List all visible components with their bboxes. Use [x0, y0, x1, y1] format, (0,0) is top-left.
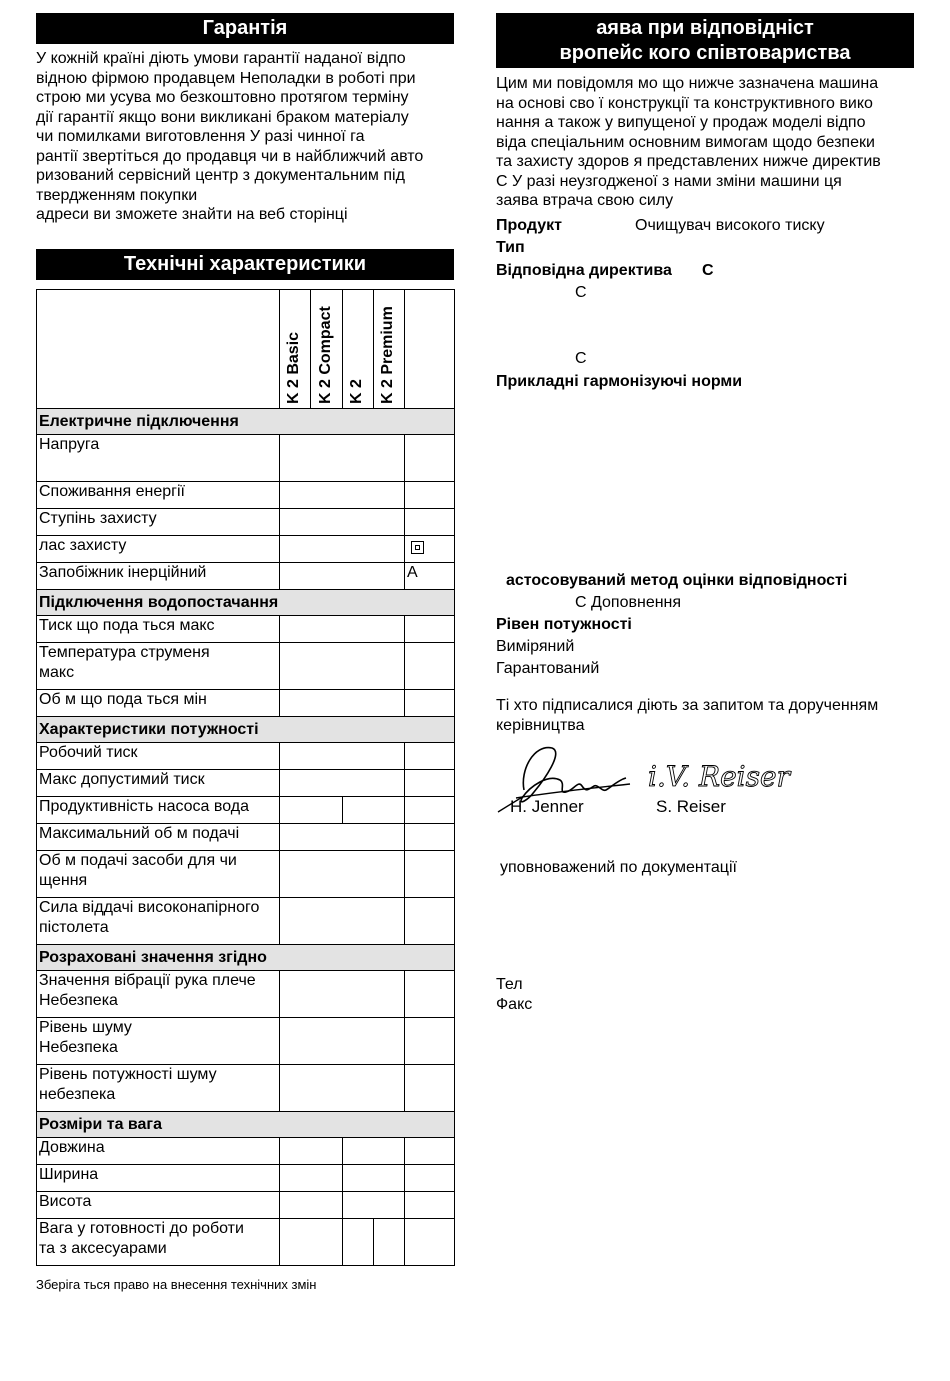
spec-unit — [405, 770, 455, 797]
spec-unit — [405, 509, 455, 536]
table-row — [37, 851, 455, 898]
spec-unit — [405, 797, 455, 824]
directive-line3: С — [575, 350, 587, 367]
power-label: Рівен потужності — [496, 616, 632, 633]
fax-label: Факс — [496, 996, 533, 1013]
spec-label: Сила віддачі високонапірного пістолета — [37, 898, 280, 945]
spec-label: лас захисту — [37, 536, 280, 563]
spec-value — [280, 1138, 343, 1165]
table-row — [37, 1219, 455, 1266]
spec-value — [280, 1192, 343, 1219]
spec-unit — [405, 482, 455, 509]
table-row — [37, 1018, 455, 1065]
specs-section-row — [37, 945, 455, 971]
declaration-heading-line1: аява при відповідніст — [596, 17, 814, 39]
spec-label: Рівень шуму Небезпека — [37, 1018, 280, 1065]
spec-label: Висота — [37, 1192, 280, 1219]
spec-value — [280, 824, 405, 851]
spec-unit — [405, 690, 455, 717]
signer2-name: S. Reiser — [656, 797, 726, 816]
spec-label: Продуктивність насоса вода — [37, 797, 280, 824]
specs-section-row — [37, 1112, 455, 1138]
signers-note: Ті хто підписалися діють за запитом та дорученням керівництва — [496, 697, 879, 734]
table-row — [37, 898, 455, 945]
spec-unit — [405, 971, 455, 1018]
spec-unit — [405, 1192, 455, 1219]
spec-value — [280, 851, 405, 898]
specs-section-title: Розміри та вага — [37, 1112, 455, 1138]
spec-label: Ширина — [37, 1165, 280, 1192]
spec-label: Ступінь захисту — [37, 509, 280, 536]
table-row — [37, 482, 455, 509]
table-row — [37, 1138, 455, 1165]
spec-label: Температура струменя макс — [37, 643, 280, 690]
spec-unit — [405, 1065, 455, 1112]
specs-section-row — [37, 590, 455, 616]
spec-label: Об м що пода ться мін — [37, 690, 280, 717]
table-row — [37, 743, 455, 770]
directive-label: Відповідна директива — [496, 262, 672, 279]
table-row — [37, 643, 455, 690]
column-header — [280, 290, 311, 409]
directive-value: С — [702, 262, 714, 279]
spec-label: Вага у готовності до роботи та з аксесуарами — [37, 1219, 280, 1266]
spec-value — [280, 643, 405, 690]
product-label: Продукт — [496, 217, 562, 234]
spec-label: Напруга — [37, 435, 280, 482]
spec-value — [280, 563, 405, 590]
table-row — [37, 797, 455, 824]
column-header — [343, 290, 374, 409]
spec-value — [280, 509, 405, 536]
spec-value — [280, 536, 405, 563]
directive-line2: С — [575, 284, 587, 301]
norms-label: Прикладні гармонізуючі норми — [496, 373, 743, 390]
specs-section-title: Характеристики потужності — [37, 717, 455, 743]
specs-section-row — [37, 409, 455, 435]
spec-unit — [405, 824, 455, 851]
spec-label: Значення вібрації рука плече Небезпека — [37, 971, 280, 1018]
column-header — [311, 290, 343, 409]
spec-value — [280, 770, 405, 797]
spec-unit — [405, 435, 455, 482]
spec-label: Рівень потужності шуму небезпека — [37, 1065, 280, 1112]
spec-unit — [405, 643, 455, 690]
spec-label: Тиск що пода ться макс — [37, 616, 280, 643]
specs-section-row — [37, 717, 455, 743]
spec-value — [280, 616, 405, 643]
spec-unit — [405, 1138, 455, 1165]
column-header-k2-compact: K 2 Compact — [316, 306, 334, 404]
spec-value — [280, 797, 343, 824]
spec-value — [343, 1192, 405, 1219]
spec-unit — [405, 743, 455, 770]
spec-label: Об м подачі засоби для чи щення — [37, 851, 280, 898]
table-row — [37, 509, 455, 536]
spec-value — [280, 898, 405, 945]
spec-value — [280, 482, 405, 509]
spec-label: Довжина — [37, 1138, 280, 1165]
class-II-icon — [411, 541, 424, 554]
table-row — [37, 616, 455, 643]
guaranteed-label: Гарантований — [496, 660, 600, 677]
spec-unit — [405, 1018, 455, 1065]
spec-label: Робочий тиск — [37, 743, 280, 770]
spec-unit — [405, 851, 455, 898]
spec-label: Запобіжник інерційний — [37, 563, 280, 590]
spec-value — [343, 1138, 405, 1165]
spec-value — [343, 1219, 374, 1266]
specs-header-blank — [37, 290, 280, 409]
spec-unit — [405, 898, 455, 945]
signature-reiser-text: i.V. Reiser — [648, 760, 790, 793]
spec-unit — [405, 536, 455, 563]
spec-unit — [405, 616, 455, 643]
spec-value — [280, 1219, 343, 1266]
specs-header-row — [37, 290, 455, 409]
spec-unit — [405, 1165, 455, 1192]
table-row — [37, 770, 455, 797]
warranty-heading: Гарантія — [36, 13, 454, 44]
spec-value — [280, 690, 405, 717]
specs-footnote: Зберіга ться право на внесення технічних змін — [36, 1277, 317, 1292]
table-row — [37, 536, 455, 563]
spec-unit — [405, 1219, 455, 1266]
signer1-name: H. Jenner — [510, 797, 584, 816]
spec-value — [280, 743, 405, 770]
specs-header-unit — [405, 290, 455, 409]
spec-value — [280, 1065, 405, 1112]
table-row — [37, 563, 455, 590]
spec-unit: A — [405, 563, 455, 590]
method-label: астосовуваний метод оцінки відповідності — [506, 572, 848, 589]
specs-heading: Технічні характеристики — [36, 249, 454, 280]
authorized-label: уповноважений по документації — [500, 859, 737, 876]
spec-value — [280, 1018, 405, 1065]
type-label: Тип — [496, 239, 525, 256]
declaration-heading — [496, 13, 914, 68]
measured-label: Виміряний — [496, 638, 575, 655]
column-header-k2: K 2 — [348, 379, 365, 404]
specs-table — [36, 289, 455, 1266]
column-header-k2-premium: K 2 Premium — [379, 306, 396, 404]
method-value: С Доповнення — [575, 594, 682, 611]
declaration-intro: Цим ми повідомля мо що нижче зазначена машина на основі сво ї конструкції та конструктивного вико нання а також у випущеної у продаж моделі відпо віда спеціальним основним вимогам щодо безпеки та захисту здоров я представлених нижче директив С У разі неузгодженої з нами зміни машини ця заява втрача свою силу — [496, 75, 881, 209]
spec-label: Споживання енергії — [37, 482, 280, 509]
table-row — [37, 1192, 455, 1219]
spec-value — [343, 797, 405, 824]
specs-section-title: Електричне підключення — [37, 409, 455, 435]
spec-value — [280, 971, 405, 1018]
table-row — [37, 435, 455, 482]
column-header-k2-basic: K 2 Basic — [285, 331, 302, 404]
spec-label: Макс допустимий тиск — [37, 770, 280, 797]
spec-value — [280, 435, 405, 482]
warranty-text: У кожній країні діють умови гарантії наданої відпо відною фірмою продавцем Неполадки в роботі при строю ми усува мо безкоштовно протягом терміну дії гарантії якщо вони викликані браком матеріалу чи помилками виготовлення У разі чинної га рантії звертіться до продавця чи в найближчий авто ризований сервісний центр з документальним під твердженням покупки адреси ви зможете знайти на веб сторінці — [36, 50, 424, 223]
spec-value — [343, 1165, 405, 1192]
declaration-heading-line2: вропейс кого співтовариства — [559, 42, 851, 64]
spec-value — [280, 1165, 343, 1192]
spec-label: Максимальний об м подачі — [37, 824, 280, 851]
table-row — [37, 1065, 455, 1112]
signature-reiser — [646, 752, 790, 798]
specs-section-title: Підключення водопостачання — [37, 590, 455, 616]
table-row — [37, 824, 455, 851]
product-value: Очищувач високого тиску — [635, 217, 825, 234]
table-row — [37, 1165, 455, 1192]
table-row — [37, 690, 455, 717]
table-row — [37, 971, 455, 1018]
specs-section-title: Розраховані значення згідно — [37, 945, 455, 971]
tel-label: Тел — [496, 976, 523, 993]
column-header — [374, 290, 405, 409]
spec-value — [374, 1219, 405, 1266]
